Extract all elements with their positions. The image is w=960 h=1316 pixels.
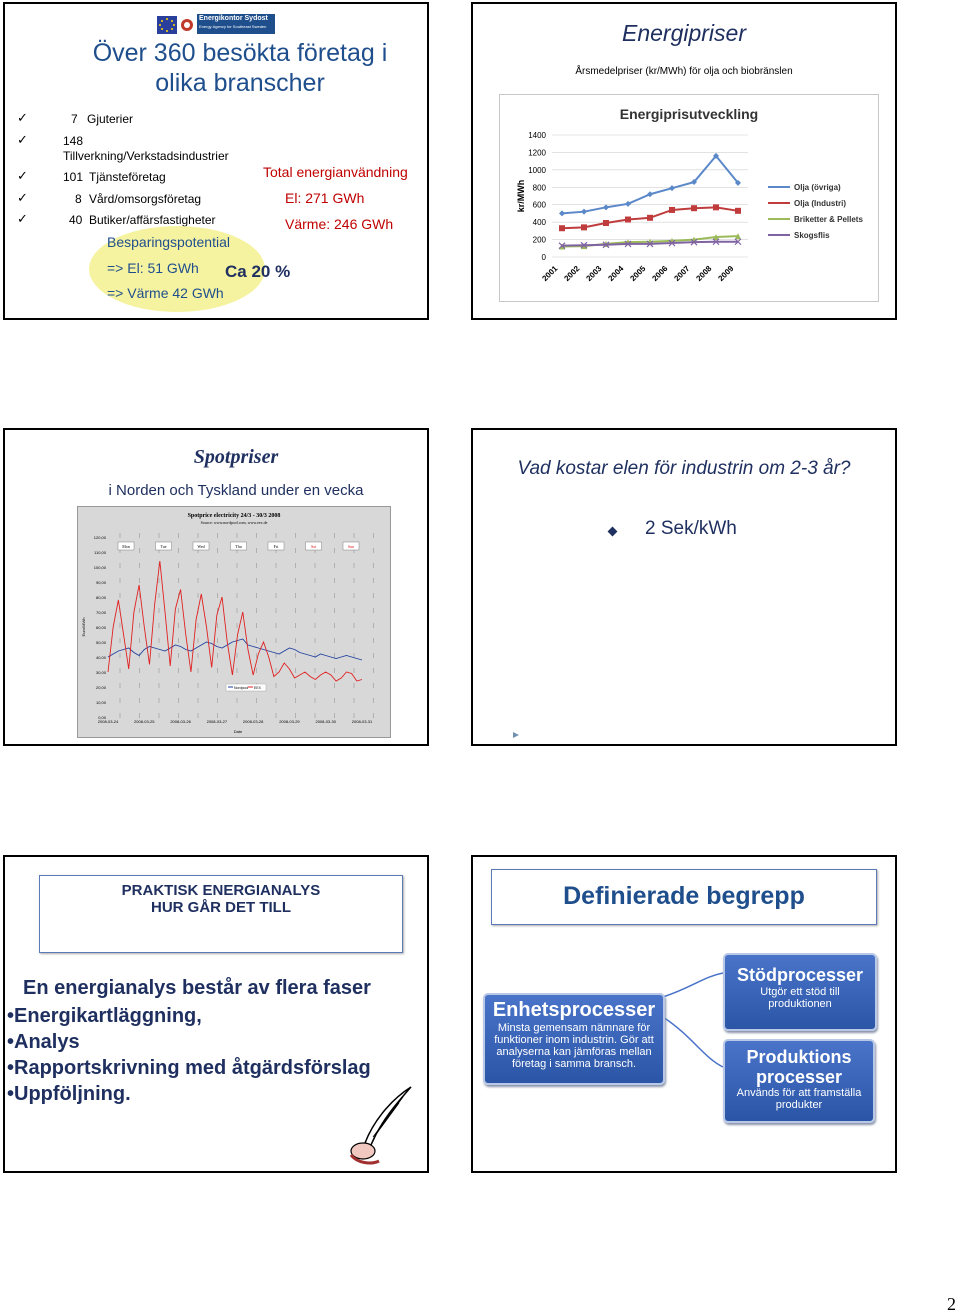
data-point [691, 205, 697, 211]
y-tick-label: 80,00 [95, 595, 106, 600]
list-item: ✓ 7 Gjuterier [17, 110, 134, 126]
slide-title: Över 360 besökta företag i olika branscher [92, 39, 388, 97]
slide-energy-prices [471, 2, 897, 320]
list-item: ✓ 101 Tjänsteföretag [17, 168, 166, 184]
check-icon: ✓ [17, 168, 28, 183]
production-process-box [723, 1039, 875, 1123]
list-item: ✓ 40 Butiker/affärsfastigheter [17, 211, 216, 227]
x-tick-label: 2002 [562, 264, 582, 283]
x-tick-label: 2006 [650, 264, 670, 283]
x-tick-label: 2008-03-28 [242, 719, 264, 724]
x-tick-label: 2008-03-27 [206, 719, 228, 724]
y-tick-label: 40,00 [95, 655, 106, 660]
slide-defined-concepts [471, 855, 897, 1173]
check-icon: ✓ [17, 132, 28, 147]
check-icon: ✓ [17, 110, 28, 125]
data-point [713, 204, 719, 210]
legend-label: EEX [254, 686, 262, 690]
quill-pen-icon [345, 1083, 415, 1167]
data-point [559, 210, 565, 216]
y-tick-label: 600 [532, 200, 546, 210]
spot-chart-frame [77, 506, 391, 738]
x-tick-label: 2008-03-30 [315, 719, 336, 724]
slide-title: Vad kostar elen för industrin om 2-3 år? [517, 458, 851, 479]
day-label: Mon [122, 544, 130, 549]
slide-spot-prices [3, 428, 429, 746]
intro-text: En energianalys består av flera faser [23, 977, 371, 999]
logo [157, 14, 275, 36]
y-tick-label: 0 [541, 253, 546, 262]
x-tick-label: 2008-03-26 [170, 719, 191, 724]
energy-price-chart [500, 95, 878, 301]
x-tick-label: 2004 [606, 264, 626, 283]
y-tick-label: 100,00 [93, 565, 106, 570]
y-tick-label: 20,00 [95, 685, 106, 690]
legend-label: Olja (övriga) [794, 183, 841, 192]
day-label: Wed [197, 544, 205, 549]
y-tick-label: 70,00 [95, 610, 106, 615]
list-item: ✓ 148 Tillverkning/Verkstadsindustrier [17, 132, 229, 163]
x-tick-label: 2007 [672, 264, 692, 283]
savings-title: Besparingspotential [107, 234, 230, 250]
y-tick-label: 800 [532, 183, 546, 193]
play-icon [513, 732, 519, 738]
legend-label: Nordpool [234, 686, 249, 690]
day-label: Fri [273, 544, 279, 549]
y-tick-label: 200 [532, 235, 546, 245]
page-number: 2 [947, 1294, 956, 1314]
y-tick-label: 1400 [528, 131, 546, 140]
day-label: Thu [235, 544, 242, 549]
savings-varme: => Värme 42 GWh [107, 285, 224, 301]
data-point [647, 215, 653, 221]
energy-chart-frame [499, 94, 879, 302]
slide-title: Energipriser [622, 20, 746, 46]
total-energy-title: Total energianvändning [263, 164, 408, 180]
slide-title: Spotpriser [193, 446, 279, 468]
y-tick-label: 1200 [528, 148, 546, 158]
x-tick-label: 2008-03-25 [134, 719, 155, 724]
data-point [581, 209, 587, 215]
list-item: ✓ 8 Vård/omsorgsföretag [17, 190, 202, 206]
box-title: Enhetsprocesser [492, 999, 656, 1021]
y-axis-label: Euro/MWh [81, 617, 86, 637]
company-list [19, 110, 259, 230]
series-line [108, 561, 362, 681]
box-text: Minsta gemensam nämnare för funktioner inom industrin. Gör att analyserna kan jämföras mellan företag i samma bransch. [494, 1022, 654, 1070]
data-point [735, 208, 741, 214]
check-icon: ✓ [17, 211, 28, 226]
total-el: El: 271 GWh [285, 190, 365, 206]
y-tick-label: 90,00 [95, 580, 106, 585]
y-tick-label: 400 [532, 218, 546, 228]
x-tick-label: 2008-03-29 [279, 719, 300, 724]
box-title: Stödprocesser [736, 965, 864, 985]
day-label: Sun [347, 544, 355, 549]
data-point [603, 220, 609, 226]
logo-subtext: Energy Agency for Southeast Sweden [199, 24, 267, 29]
support-process-box [723, 953, 877, 1031]
list-item: •Rapportskrivning med åtgärdsförslag [7, 1057, 371, 1079]
legend-label: Olja (Industri) [794, 199, 846, 208]
x-tick-label: 2009 [716, 264, 736, 283]
title-line-2: HUR GÅR DET TILL [151, 899, 291, 916]
legend-label: Skogsflis [794, 231, 830, 240]
data-point [669, 207, 675, 213]
y-axis-label: kr/MWh [516, 179, 526, 213]
box-title: Produktions processer [746, 1047, 852, 1087]
slide-title: Definierade begrepp [563, 882, 805, 910]
y-tick-label: 60,00 [95, 625, 106, 630]
day-label: Tue [160, 544, 167, 549]
data-point [581, 224, 587, 230]
y-tick-label: 110,00 [94, 550, 106, 555]
data-point [669, 185, 675, 191]
y-tick-label: 30,00 [95, 670, 106, 675]
x-tick-label: 2001 [540, 264, 560, 283]
slide-electricity-cost [471, 428, 897, 746]
slide-subtitle: i Norden och Tyskland under en vecka [108, 482, 364, 499]
total-varme: Värme: 246 GWh [285, 216, 394, 232]
logo-text: Energikontor Sydost [199, 15, 268, 22]
cost-bullet: 2 Sek/kWh [645, 518, 737, 539]
unit-process-box [483, 993, 665, 1085]
day-label: Sat [310, 544, 317, 549]
title-box [39, 875, 403, 953]
y-tick-label: 1000 [528, 165, 546, 175]
data-point [559, 225, 565, 231]
chart-title: Energiprisutveckling [619, 106, 759, 122]
title-line-1: PRAKTISK ENERGIANALYS [121, 882, 321, 899]
savings-el: => El: 51 GWh [107, 260, 199, 276]
x-tick-label: 2008 [694, 264, 714, 283]
y-tick-label: 10,00 [95, 700, 106, 705]
diamond-bullet-icon [608, 527, 618, 537]
box-text: Utgör ett stöd till produktionen [760, 986, 840, 1010]
data-point [603, 204, 609, 210]
savings-percent: Ca 20 % [225, 262, 291, 281]
list-item: •Analys [7, 1031, 80, 1053]
x-tick-label: 2008-03-31 [351, 719, 373, 724]
spot-price-chart [78, 507, 390, 737]
slide-companies [3, 2, 429, 320]
x-axis-label: Date [233, 729, 243, 734]
chart-source: Source: www.nordpool.com, www.eex.de [200, 520, 268, 525]
data-point [647, 191, 653, 197]
x-tick-label: 2005 [628, 264, 648, 283]
eu-flag-icon [157, 16, 177, 34]
y-tick-label: 0,00 [98, 715, 106, 720]
slide-subtitle: Årsmedelpriser (kr/MWh) för olja och biobränslen [575, 66, 793, 77]
x-tick-label: 2003 [584, 264, 604, 283]
list-item: •Energikartläggning, [7, 1005, 202, 1027]
y-tick-label: 50,00 [95, 640, 106, 645]
check-icon: ✓ [17, 190, 28, 205]
list-item: •Uppföljning. [7, 1083, 131, 1105]
data-point [625, 217, 631, 223]
chart-title: Spotprice electricity 24/3 - 30/3 2008 [187, 513, 281, 519]
box-text: Används för att framställa produkter [736, 1087, 862, 1111]
slide-energy-analysis [3, 855, 429, 1173]
data-point [625, 201, 631, 207]
y-tick-label: 120,00 [93, 535, 106, 540]
legend-label: Briketter & Pellets [794, 215, 863, 224]
agency-logo-icon [180, 18, 194, 32]
x-tick-label: 2008-03-24 [97, 719, 119, 724]
